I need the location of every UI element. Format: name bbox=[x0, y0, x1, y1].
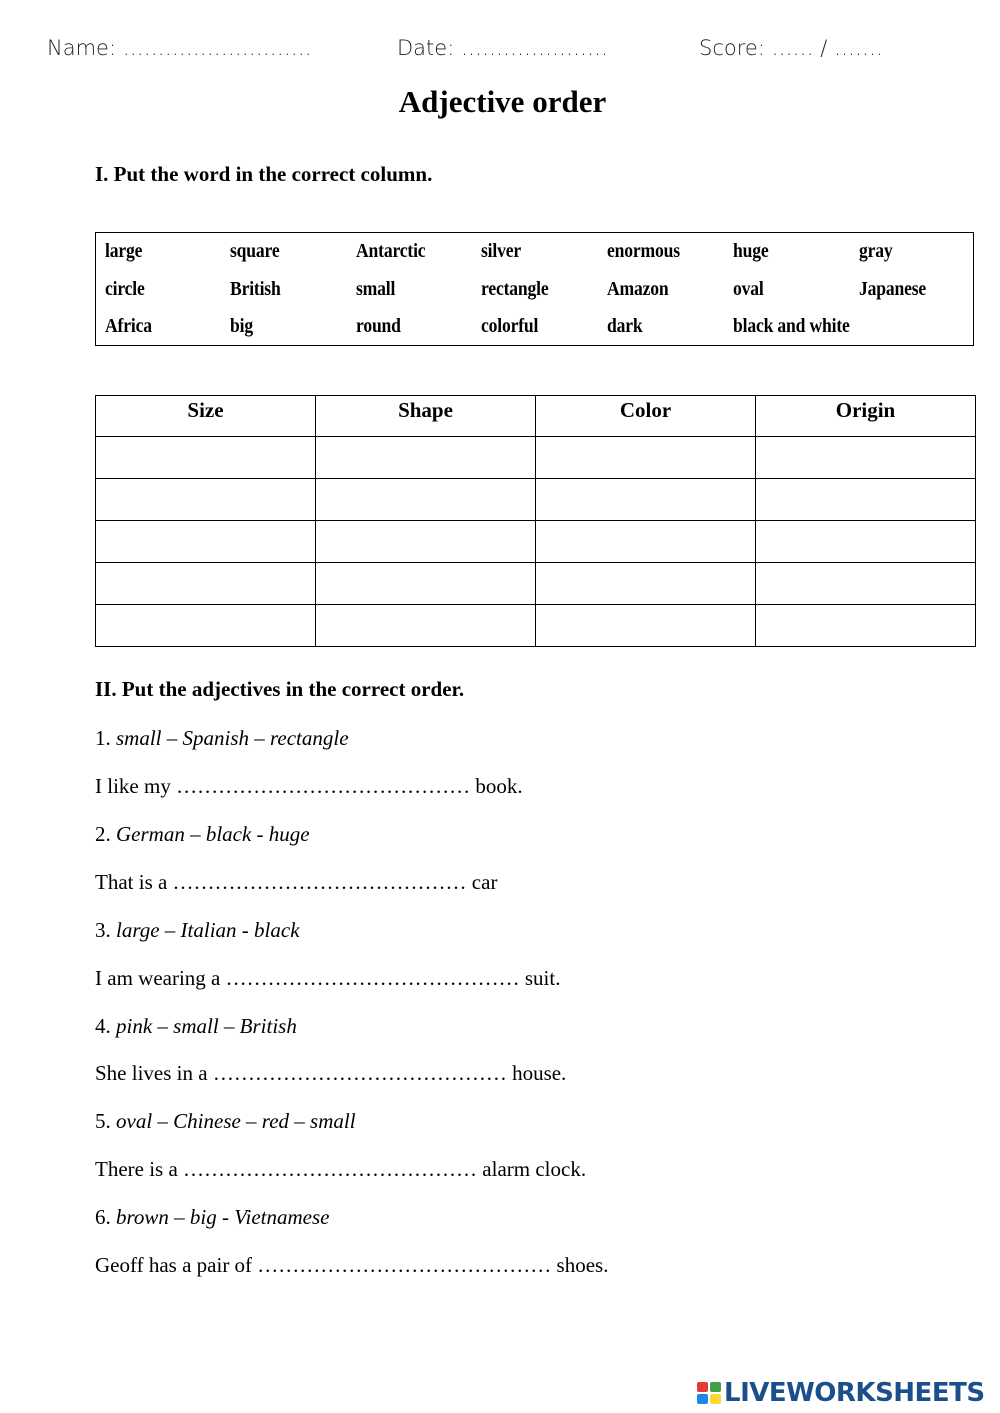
word-bank-item: silver bbox=[481, 240, 521, 262]
answer-cell[interactable] bbox=[536, 437, 756, 479]
exercise-number: 6. bbox=[95, 1205, 116, 1229]
word-bank bbox=[95, 232, 974, 346]
word-bank-item: gray bbox=[859, 240, 893, 262]
word-bank-item: black and white bbox=[733, 315, 850, 337]
logo-square bbox=[710, 1394, 721, 1404]
table-row bbox=[96, 437, 976, 479]
word-bank-item: Amazon bbox=[607, 278, 669, 300]
answer-cell[interactable] bbox=[316, 437, 536, 479]
exercise-sentence[interactable]: I like my …………………………………… book. bbox=[95, 774, 523, 798]
worksheet-header bbox=[0, 36, 1000, 68]
section-2-instruction: II. Put the adjectives in the correct order. bbox=[95, 677, 465, 701]
exercise-prompt bbox=[95, 1205, 329, 1230]
exercise-words: pink – small – British bbox=[116, 1014, 297, 1038]
answer-cell[interactable] bbox=[96, 521, 316, 563]
exercise-prompt bbox=[95, 726, 349, 751]
exercise-prompt bbox=[95, 822, 310, 847]
word-bank-item: small bbox=[356, 278, 396, 300]
exercise-number: 5. bbox=[95, 1109, 116, 1133]
word-bank-item: colorful bbox=[481, 315, 539, 337]
exercise-prompt bbox=[95, 1014, 297, 1039]
word-bank-item: British bbox=[230, 278, 281, 300]
exercise-number: 1. bbox=[95, 726, 116, 750]
logo-square bbox=[697, 1394, 708, 1404]
exercise-sentence[interactable]: There is a …………………………………… alarm clock. bbox=[95, 1157, 587, 1181]
table-row bbox=[96, 605, 976, 647]
table-row bbox=[96, 521, 976, 563]
word-bank-item: oval bbox=[733, 278, 764, 300]
exercise-sentence[interactable]: I am wearing a …………………………………… suit. bbox=[95, 966, 561, 990]
exercise-words: large – Italian - black bbox=[116, 918, 300, 942]
section-1-instruction: I. Put the word in the correct column. bbox=[95, 162, 433, 186]
answer-cell[interactable] bbox=[756, 521, 976, 563]
answer-cell[interactable] bbox=[316, 479, 536, 521]
brand-name: LIVEWORKSHEETS bbox=[724, 1378, 985, 1408]
liveworksheets-logo-icon bbox=[697, 1382, 721, 1404]
word-bank-item: Antarctic bbox=[356, 240, 426, 262]
answer-cell[interactable] bbox=[96, 563, 316, 605]
word-bank-item: Africa bbox=[105, 315, 152, 337]
word-bank-item: circle bbox=[105, 278, 145, 300]
answer-cell[interactable] bbox=[536, 563, 756, 605]
answer-cell[interactable] bbox=[536, 521, 756, 563]
word-bank-item: large bbox=[105, 240, 143, 262]
exercise-prompt bbox=[95, 918, 300, 943]
answer-cell[interactable] bbox=[756, 605, 976, 647]
sorting-table bbox=[95, 395, 976, 647]
exercise-words: small – Spanish – rectangle bbox=[116, 726, 349, 750]
exercise-words: German – black - huge bbox=[116, 822, 310, 846]
answer-cell[interactable] bbox=[536, 479, 756, 521]
page-title: Adjective order bbox=[398, 84, 607, 119]
word-bank-item: square bbox=[230, 240, 280, 262]
answer-cell[interactable] bbox=[316, 563, 536, 605]
answer-cell[interactable] bbox=[96, 605, 316, 647]
word-bank-item: Japanese bbox=[859, 278, 927, 300]
answer-cell[interactable] bbox=[756, 479, 976, 521]
exercise-number: 3. bbox=[95, 918, 116, 942]
word-bank-item: huge bbox=[733, 240, 769, 262]
logo-square bbox=[710, 1382, 721, 1392]
exercise-sentence[interactable]: She lives in a …………………………………… house. bbox=[95, 1061, 567, 1085]
logo-square bbox=[697, 1382, 708, 1392]
date-field: Date: ………………… bbox=[397, 36, 608, 60]
answer-cell[interactable] bbox=[316, 605, 536, 647]
answer-cell[interactable] bbox=[96, 437, 316, 479]
answer-cell[interactable] bbox=[756, 437, 976, 479]
exercise-prompt bbox=[95, 1109, 356, 1134]
liveworksheets-brand bbox=[697, 1378, 985, 1408]
exercise-sentence[interactable]: Geoff has a pair of …………………………………… shoes. bbox=[95, 1253, 609, 1277]
exercise-words: brown – big - Vietnamese bbox=[116, 1205, 330, 1229]
exercise-number: 4. bbox=[95, 1014, 116, 1038]
column-header-color: Color bbox=[536, 396, 756, 437]
answer-cell[interactable] bbox=[316, 521, 536, 563]
table-row bbox=[96, 563, 976, 605]
column-header-shape: Shape bbox=[316, 396, 536, 437]
column-header-size: Size bbox=[96, 396, 316, 437]
word-bank-item: round bbox=[356, 315, 401, 337]
answer-cell[interactable] bbox=[756, 563, 976, 605]
answer-cell[interactable] bbox=[536, 605, 756, 647]
exercise-words: oval – Chinese – red – small bbox=[116, 1109, 356, 1133]
score-field: Score: …… / ……. bbox=[699, 36, 883, 60]
exercise-sentence[interactable]: That is a …………………………………… car bbox=[95, 870, 498, 894]
name-field: Name: ……………………… bbox=[47, 36, 312, 60]
word-bank-item: big bbox=[230, 315, 253, 337]
word-bank-item: enormous bbox=[607, 240, 680, 262]
column-header-origin: Origin bbox=[756, 396, 976, 437]
answer-cell[interactable] bbox=[96, 479, 316, 521]
word-bank-item: rectangle bbox=[481, 278, 549, 300]
table-header-row bbox=[96, 396, 976, 437]
table-row bbox=[96, 479, 976, 521]
word-bank-item: dark bbox=[607, 315, 643, 337]
exercise-number: 2. bbox=[95, 822, 116, 846]
